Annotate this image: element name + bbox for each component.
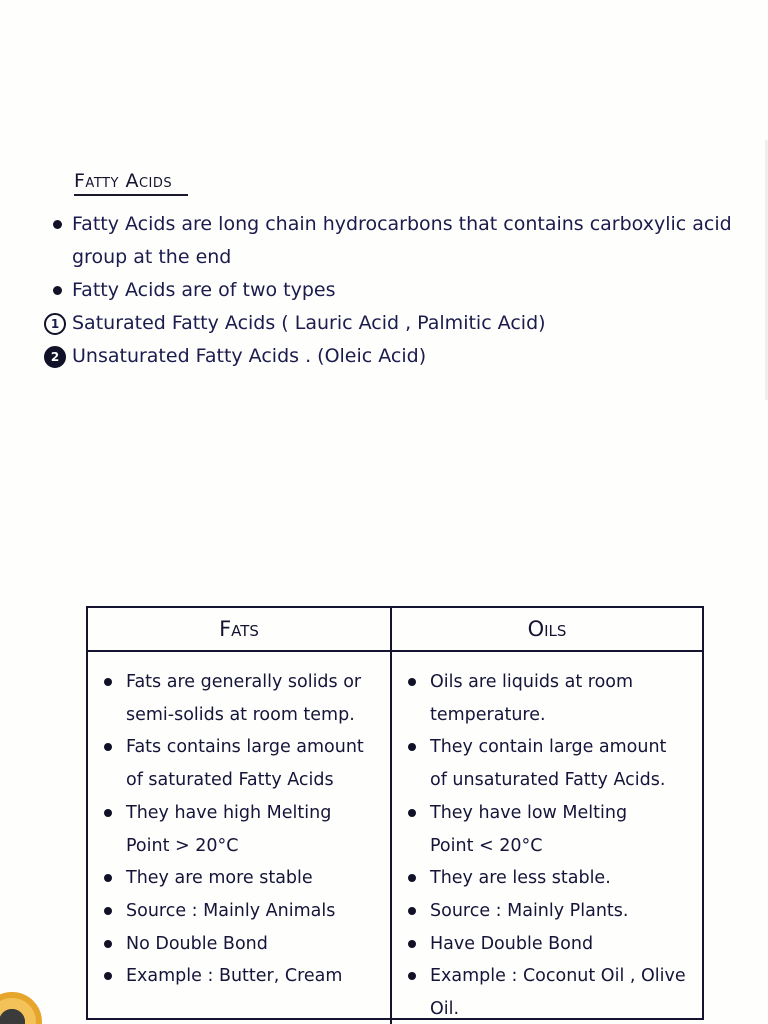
table-header-oils: Oils [392,608,702,652]
numbered-item [44,340,704,373]
list-item-text: semi-solids at room temp. [126,704,355,725]
bullet-icon [408,972,416,980]
list-item-text: They have high Melting [126,802,332,823]
list-item [404,797,696,862]
list-item [404,895,696,928]
fatty-acids-notes [44,208,732,373]
list-item-text: Point < 20°C [430,835,543,856]
bullet-icon [104,972,112,980]
bullet-icon [104,940,112,948]
list-item-text: Fats are generally solids or [126,672,362,692]
list-item [404,731,696,796]
section-heading: Fatty Acids [74,170,188,196]
note-text: Unsaturated Fatty Acids . (Oleic Acid) [72,345,427,367]
bullet-icon [408,678,416,686]
list-item [100,928,384,961]
list-item [404,862,696,895]
bullet-icon [104,907,112,915]
list-item-text: They have low Melting [430,802,628,823]
list-item-text: They are more stable [126,868,313,889]
list-item [100,797,384,862]
list-item-text: Source : Mainly Animals [126,900,336,921]
note-text: group at the end [72,246,232,268]
bullet-icon [104,678,112,686]
bullet-icon [408,940,416,948]
oils-column [392,652,702,1024]
note-text: Saturated Fatty Acids ( Lauric Acid , Palmitic Acid) [72,312,546,334]
bullet-icon [408,874,416,882]
bullet-icon [408,743,416,751]
bullet-icon [53,286,62,295]
list-item [404,928,696,961]
list-item-text: of unsaturated Fatty Acids. [430,770,666,791]
list-item-text: of saturated Fatty Acids [126,770,334,791]
list-item-text: Oils are liquids at room [430,672,634,692]
list-item [100,731,384,796]
bullet-icon [104,809,112,817]
list-item-text: Example : Coconut Oil , Olive Oil. [430,966,686,1020]
note-item [44,274,704,307]
list-item-text: Have Double Bond [430,933,594,954]
note-item-continuation [44,241,704,274]
list-item [100,960,384,993]
bullet-icon [104,874,112,882]
table-header-fats: Fats [88,608,392,652]
list-item [100,862,384,895]
fats-column [88,652,392,1024]
fats-vs-oils-table [86,606,704,1020]
numbered-item [44,307,704,340]
list-item [404,960,696,1024]
note-text: Fatty Acids are long chain hydrocarbons that contains carboxylic acid [72,213,732,235]
list-item-text: No Double Bond [126,933,268,954]
list-item-text: Point > 20°C [126,835,239,856]
circled-number-two-icon: 2 [44,346,66,368]
note-item [44,208,732,241]
list-item-text: Fats contains large amount [126,737,364,758]
bullet-icon [104,743,112,751]
logo-icon [0,992,42,1024]
bullet-icon [408,907,416,915]
circled-number-one-icon: 1 [44,313,66,335]
list-item-text: Example : Butter, Cream [126,966,343,987]
list-item-text: They are less stable. [430,868,611,889]
list-item [100,666,384,731]
list-item-text: They contain large amount [430,737,667,758]
list-item [100,895,384,928]
list-item [404,666,696,731]
bullet-icon [408,809,416,817]
bullet-icon [53,220,62,229]
note-text: Fatty Acids are of two types [72,279,336,301]
list-item-text: temperature. [430,704,546,725]
list-item-text: Source : Mainly Plants. [430,900,629,921]
